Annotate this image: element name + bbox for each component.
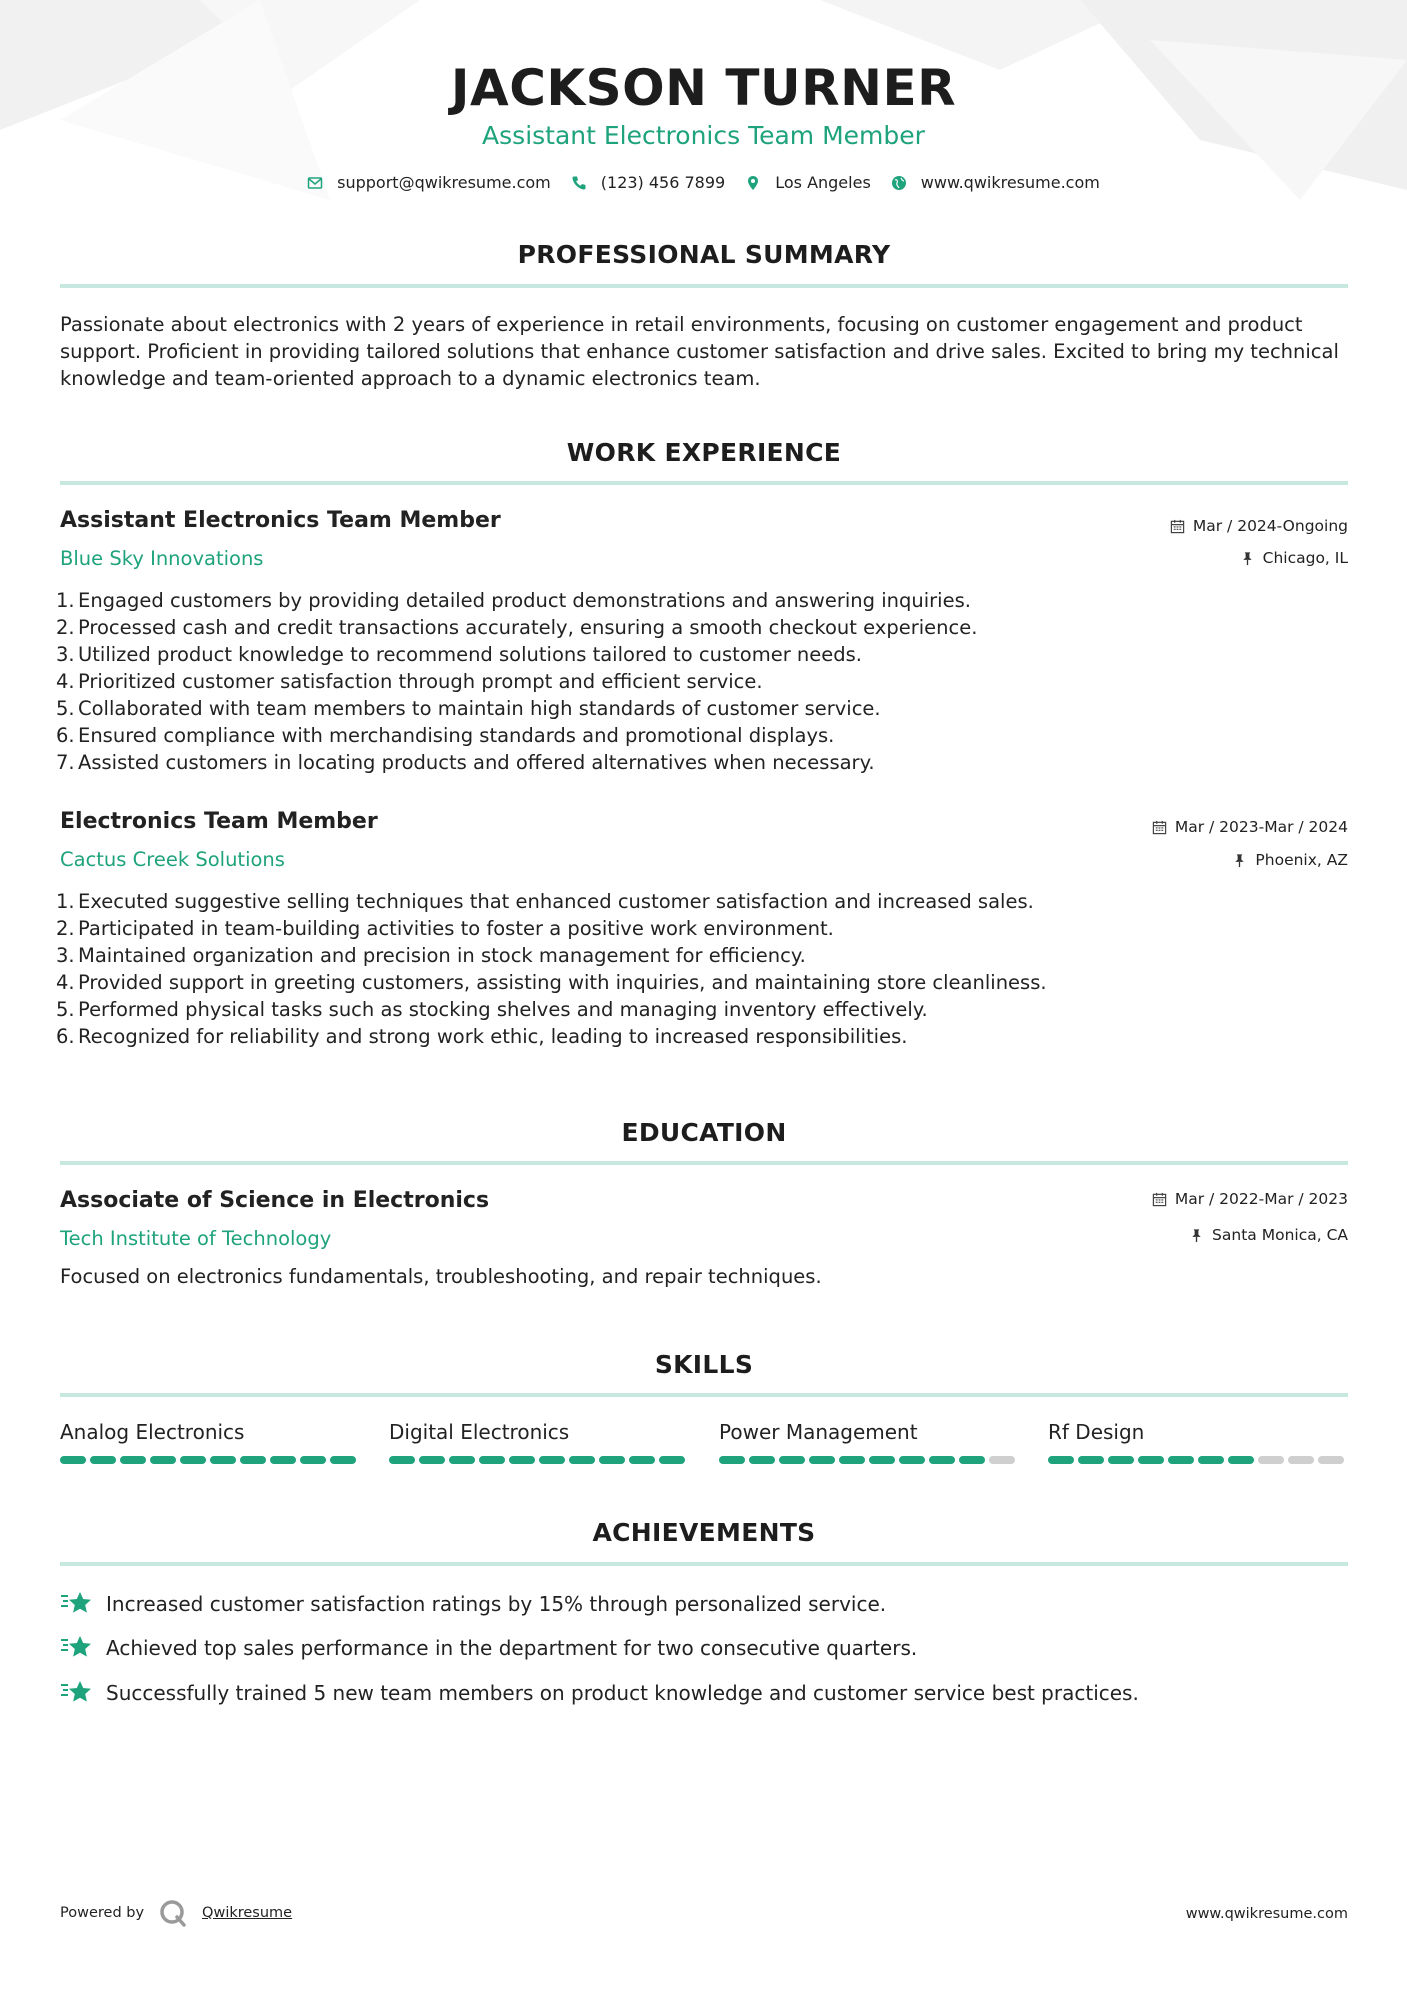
education-description: Focused on electronics fundamentals, troubleshooting, and repair techniques. bbox=[60, 1265, 822, 1288]
website-text: www.qwikresume.com bbox=[920, 173, 1100, 192]
contact-phone[interactable] bbox=[571, 173, 725, 192]
achievement-item bbox=[60, 1633, 917, 1663]
skill-rating-bar bbox=[719, 1456, 1019, 1464]
pushpin-icon bbox=[1189, 1228, 1204, 1243]
skill-segment-filled bbox=[1198, 1456, 1224, 1464]
email-text: support@qwikresume.com bbox=[337, 173, 551, 192]
education-location bbox=[1189, 1226, 1348, 1244]
experience-divider bbox=[60, 481, 1348, 485]
skill-rating-bar bbox=[389, 1456, 689, 1464]
globe-icon bbox=[891, 175, 907, 191]
job-location-text: Chicago, IL bbox=[1262, 549, 1348, 567]
job-location bbox=[1232, 851, 1348, 869]
map-pin-icon bbox=[745, 175, 761, 191]
skill-segment-filled bbox=[1048, 1456, 1074, 1464]
phone-text: (123) 456 7899 bbox=[600, 173, 726, 192]
duty-text: Performed physical tasks such as stocking shelves and managing inventory effectively. bbox=[78, 998, 928, 1021]
skill-segment-filled bbox=[90, 1456, 116, 1464]
achievement-text: Successfully trained 5 new team members on product knowledge and customer service best practices. bbox=[106, 1681, 1139, 1705]
contact-email[interactable] bbox=[307, 173, 551, 192]
summary-divider bbox=[60, 284, 1348, 288]
skill-segment-filled bbox=[1138, 1456, 1164, 1464]
achievements-divider bbox=[60, 1562, 1348, 1566]
duty-text: Executed suggestive selling techniques that enhanced customer satisfaction and increased sales. bbox=[78, 890, 1034, 913]
skill-segment-filled bbox=[629, 1456, 655, 1464]
star-award-icon bbox=[60, 1678, 94, 1708]
summary-text: Passionate about electronics with 2 years of experience in retail environments, focusing on customer engagement and product support. Proficient in providing tailored solutions that enhance customer satisfaction and drive sales. Excited to bring my technical knowledge and team-oriented approach to a dynamic electronics team. bbox=[60, 313, 1339, 390]
phone-icon bbox=[571, 175, 587, 191]
candidate-title: Assistant Electronics Team Member bbox=[482, 121, 925, 150]
job-location-text: Phoenix, AZ bbox=[1255, 851, 1348, 869]
duty-text: Maintained organization and precision in stock management for efficiency. bbox=[78, 944, 806, 967]
list-item: 5. Collaborated with team members to maintain high standards of customer service. bbox=[56, 697, 881, 720]
skill-segment-filled bbox=[60, 1456, 86, 1464]
list-item: 1. Executed suggestive selling techniques that enhanced customer satisfaction and increased sales. bbox=[56, 890, 1034, 913]
skill-segment-filled bbox=[899, 1456, 925, 1464]
skill-segment-filled bbox=[569, 1456, 595, 1464]
education-divider bbox=[60, 1161, 1348, 1165]
duty-text: Prioritized customer satisfaction through prompt and efficient service. bbox=[78, 670, 763, 693]
list-item: 6. Recognized for reliability and strong work ethic, leading to increased responsibilities. bbox=[56, 1025, 908, 1048]
job-dates bbox=[1152, 818, 1348, 836]
qwikresume-logo-icon bbox=[158, 1898, 188, 1928]
skill-segment-filled bbox=[210, 1456, 236, 1464]
job-company: Blue Sky Innovations bbox=[60, 547, 264, 570]
skill-segment-filled bbox=[419, 1456, 445, 1464]
job-location bbox=[1240, 549, 1348, 567]
list-item: 4. Prioritized customer satisfaction through prompt and efficient service. bbox=[56, 670, 763, 693]
skill-segment-filled bbox=[1168, 1456, 1194, 1464]
duty-text: Engaged customers by providing detailed product demonstrations and answering inquiries. bbox=[78, 589, 971, 612]
skill-name: Rf Design bbox=[1048, 1420, 1145, 1444]
achievement-text: Increased customer satisfaction ratings by 15% through personalized service. bbox=[106, 1592, 887, 1616]
skill-rating-bar bbox=[1048, 1456, 1348, 1464]
skill-segment-filled bbox=[150, 1456, 176, 1464]
skill-segment-filled bbox=[240, 1456, 266, 1464]
job-title: Assistant Electronics Team Member bbox=[60, 508, 501, 533]
job-dates bbox=[1170, 517, 1348, 535]
skill-segment-empty bbox=[1258, 1456, 1284, 1464]
skill-segment-filled bbox=[330, 1456, 356, 1464]
job-duties-list bbox=[56, 587, 1306, 776]
skill-name: Power Management bbox=[719, 1420, 918, 1444]
candidate-name: JACKSON TURNER bbox=[450, 59, 957, 117]
job-title: Electronics Team Member bbox=[60, 809, 378, 834]
job-dates-text: Mar / 2023-Mar / 2024 bbox=[1174, 818, 1348, 836]
job-duties-list bbox=[56, 888, 1306, 1050]
contact-bar bbox=[0, 173, 1407, 192]
school-name: Tech Institute of Technology bbox=[60, 1227, 332, 1250]
pushpin-icon bbox=[1240, 551, 1255, 566]
duty-text: Assisted customers in locating products and offered alternatives when necessary. bbox=[78, 751, 875, 774]
skill-item bbox=[1048, 1420, 1348, 1464]
skill-segment-filled bbox=[779, 1456, 805, 1464]
skill-segment-empty bbox=[1288, 1456, 1314, 1464]
skill-segment-filled bbox=[1228, 1456, 1254, 1464]
skill-segment-filled bbox=[449, 1456, 475, 1464]
achievement-item bbox=[60, 1678, 1139, 1708]
list-item: 3. Maintained organization and precision in stock management for efficiency. bbox=[56, 944, 806, 967]
job-dates-text: Mar / 2024-Ongoing bbox=[1192, 517, 1348, 535]
duty-text: Ensured compliance with merchandising standards and promotional displays. bbox=[78, 724, 835, 747]
skill-segment-filled bbox=[809, 1456, 835, 1464]
envelope-icon bbox=[307, 175, 323, 191]
duty-text: Processed cash and credit transactions accurately, ensuring a smooth checkout experience. bbox=[78, 616, 978, 639]
skill-segment-filled bbox=[120, 1456, 146, 1464]
list-item: 5. Performed physical tasks such as stocking shelves and managing inventory effectively. bbox=[56, 998, 928, 1021]
pushpin-icon bbox=[1232, 853, 1247, 868]
skill-segment-filled bbox=[659, 1456, 685, 1464]
skill-segment-filled bbox=[599, 1456, 625, 1464]
skill-name: Analog Electronics bbox=[60, 1420, 245, 1444]
achievements-heading: ACHIEVEMENTS bbox=[592, 1518, 816, 1547]
duty-text: Provided support in greeting customers, assisting with inquiries, and maintaining store cleanliness. bbox=[78, 971, 1047, 994]
skill-item bbox=[389, 1420, 689, 1464]
skill-name: Digital Electronics bbox=[389, 1420, 570, 1444]
skill-segment-filled bbox=[719, 1456, 745, 1464]
duty-text: Collaborated with team members to maintain high standards of customer service. bbox=[78, 697, 881, 720]
skill-segment-filled bbox=[270, 1456, 296, 1464]
resume-header bbox=[0, 58, 1407, 152]
job-company: Cactus Creek Solutions bbox=[60, 848, 285, 871]
skill-segment-filled bbox=[1078, 1456, 1104, 1464]
education-dates bbox=[1152, 1190, 1348, 1208]
skill-rating-bar bbox=[60, 1456, 360, 1464]
skill-item bbox=[719, 1420, 1019, 1464]
skill-segment-filled bbox=[959, 1456, 985, 1464]
education-dates-text: Mar / 2022-Mar / 2023 bbox=[1174, 1190, 1348, 1208]
achievement-text: Achieved top sales performance in the department for two consecutive quarters. bbox=[106, 1636, 918, 1660]
star-award-icon bbox=[60, 1589, 94, 1619]
list-item: 1. Engaged customers by providing detailed product demonstrations and answering inquiries. bbox=[56, 589, 971, 612]
list-item: 2. Participated in team-building activities to foster a positive work environment. bbox=[56, 917, 834, 940]
skill-item bbox=[60, 1420, 360, 1464]
contact-location bbox=[745, 173, 871, 192]
skill-segment-filled bbox=[509, 1456, 535, 1464]
skill-segment-filled bbox=[539, 1456, 565, 1464]
contact-website[interactable] bbox=[891, 173, 1100, 192]
qwikresume-link[interactable]: Qwikresume bbox=[202, 1905, 293, 1921]
list-item: 6. Ensured compliance with merchandising standards and promotional displays. bbox=[56, 724, 835, 747]
skill-segment-filled bbox=[479, 1456, 505, 1464]
duty-text: Participated in team-building activities to foster a positive work environment. bbox=[78, 917, 834, 940]
skills-divider bbox=[60, 1393, 1348, 1397]
skill-segment-filled bbox=[1108, 1456, 1134, 1464]
skill-segment-filled bbox=[929, 1456, 955, 1464]
skill-segment-empty bbox=[989, 1456, 1015, 1464]
experience-heading: WORK EXPERIENCE bbox=[566, 438, 842, 467]
skill-segment-filled bbox=[749, 1456, 775, 1464]
skill-segment-filled bbox=[180, 1456, 206, 1464]
achievement-item bbox=[60, 1589, 886, 1619]
skill-segment-filled bbox=[389, 1456, 415, 1464]
degree-title: Associate of Science in Electronics bbox=[60, 1188, 490, 1213]
list-item: 7. Assisted customers in locating products and offered alternatives when necessary. bbox=[56, 751, 875, 774]
skill-segment-filled bbox=[839, 1456, 865, 1464]
skill-segment-filled bbox=[300, 1456, 326, 1464]
skills-heading: SKILLS bbox=[654, 1350, 754, 1379]
summary-heading: PROFESSIONAL SUMMARY bbox=[517, 240, 891, 269]
calendar-icon bbox=[1152, 1192, 1167, 1207]
list-item: 2. Processed cash and credit transactions accurately, ensuring a smooth checkout experience. bbox=[56, 616, 978, 639]
powered-by-label: Powered by bbox=[60, 1905, 145, 1921]
location-text: Los Angeles bbox=[775, 173, 871, 192]
star-award-icon bbox=[60, 1633, 94, 1663]
duty-text: Recognized for reliability and strong work ethic, leading to increased responsibilities. bbox=[78, 1025, 908, 1048]
calendar-icon bbox=[1152, 820, 1167, 835]
duty-text: Utilized product knowledge to recommend solutions tailored to customer needs. bbox=[78, 643, 862, 666]
skill-segment-filled bbox=[869, 1456, 895, 1464]
skill-segment-empty bbox=[1318, 1456, 1344, 1464]
list-item: 3. Utilized product knowledge to recommend solutions tailored to customer needs. bbox=[56, 643, 862, 666]
footer-powered-by bbox=[60, 1898, 292, 1928]
list-item: 4. Provided support in greeting customers, assisting with inquiries, and maintaining store cleanliness. bbox=[56, 971, 1047, 994]
education-location-text: Santa Monica, CA bbox=[1212, 1226, 1348, 1244]
calendar-icon bbox=[1170, 519, 1185, 534]
footer-website[interactable]: www.qwikresume.com bbox=[1185, 1906, 1348, 1922]
education-heading: EDUCATION bbox=[621, 1118, 787, 1147]
